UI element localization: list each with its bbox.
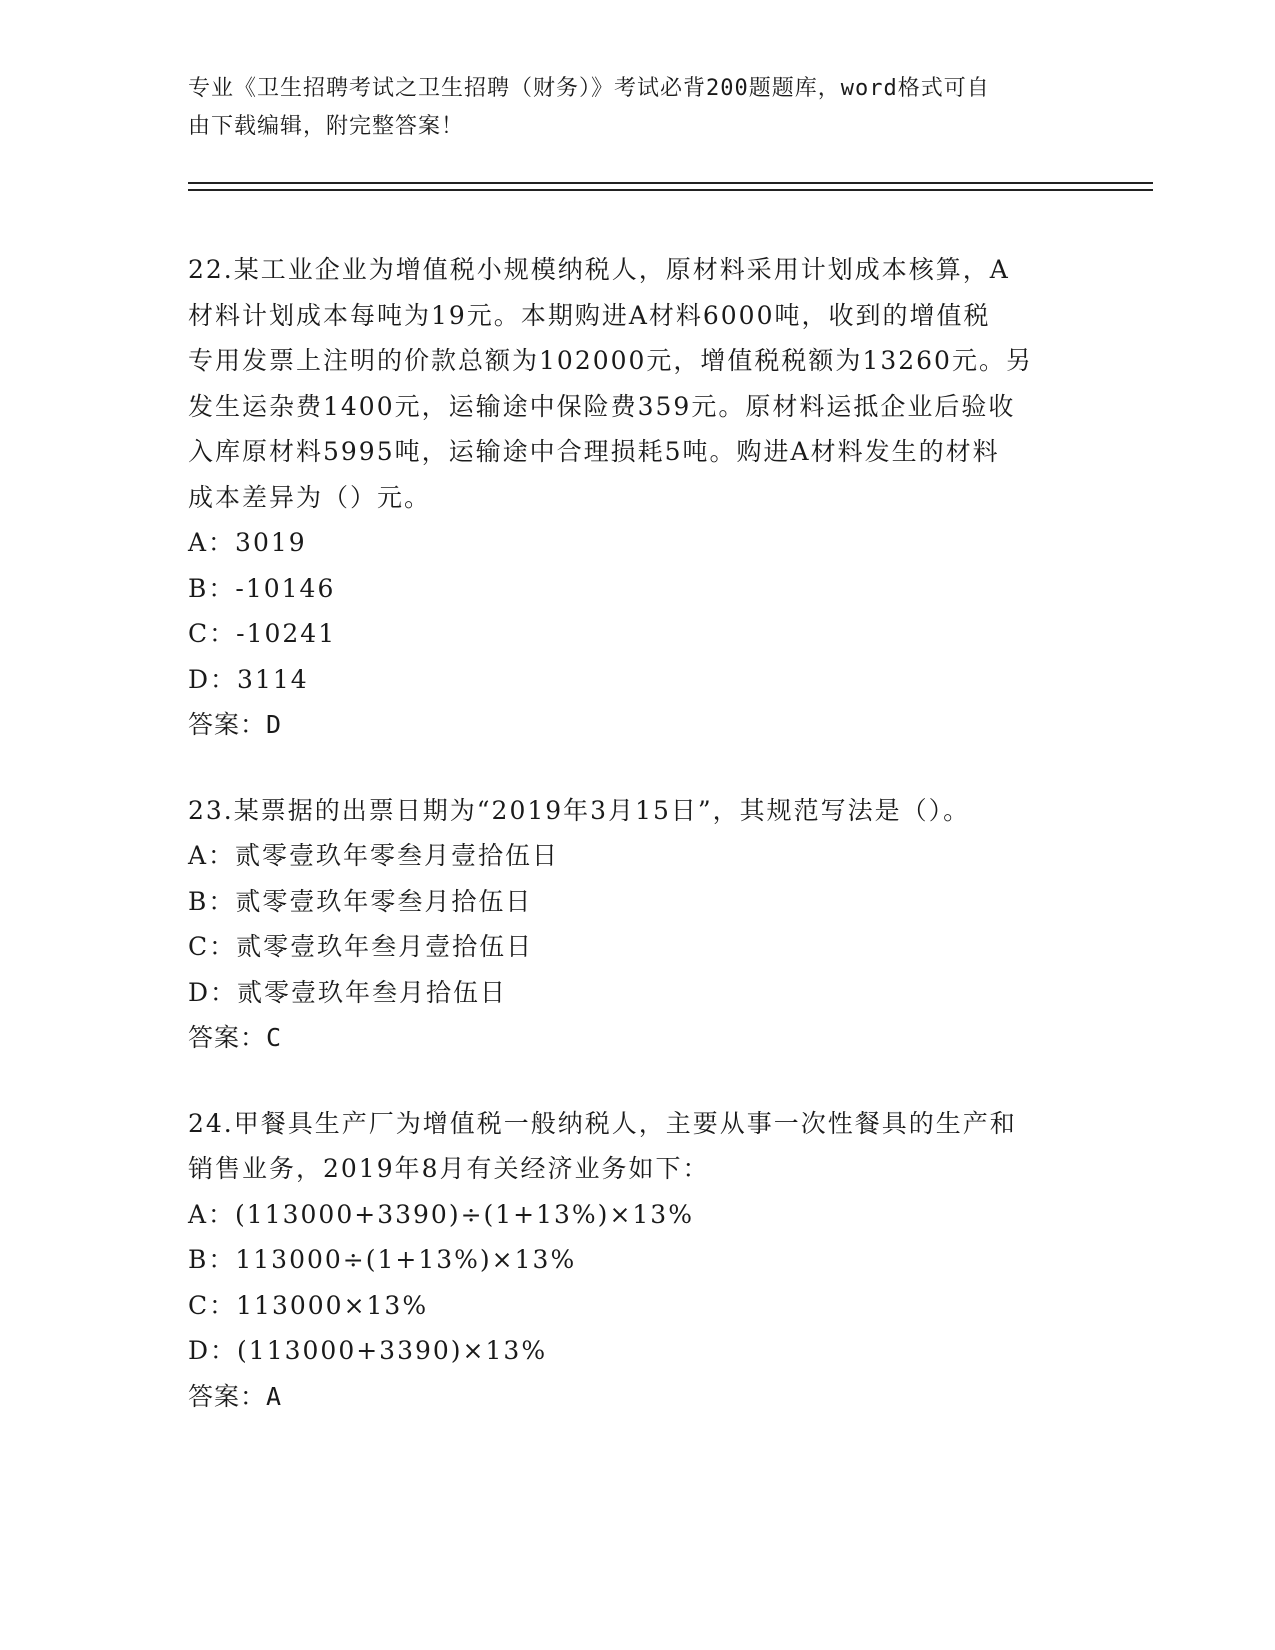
option-c: C：贰零壹玖年叁月壹拾伍日 [188, 932, 534, 961]
question-stem-line: 专用发票上注明的价款总额为102000元，增值税税额为13260元。另 [188, 346, 1033, 375]
question-stem-line: 材料计划成本每吨为19元。本期购进A材料6000吨，收到的增值税 [188, 300, 991, 330]
option-d: D：3114 [188, 664, 309, 694]
option-b: B：-10146 [188, 573, 336, 603]
option-b: B：贰零壹玖年零叁月拾伍日 [188, 886, 533, 916]
question-22 [188, 247, 1078, 748]
option-b: B：113000÷(1+13%)×13% [188, 1245, 577, 1274]
answer-line: 答案：C [188, 1023, 283, 1052]
option-a: A：贰零壹玖年零叁月壹拾伍日 [188, 841, 560, 870]
question-stem-line: 入库原材料5995吨，运输途中合理损耗5吨。购进A材料发生的材料 [188, 437, 1000, 466]
question-stem-line: 销售业务，2019年8月有关经济业务如下： [188, 1154, 710, 1183]
option-a: A：3019 [188, 528, 307, 557]
question-23 [188, 788, 1078, 1061]
header-line-2: 由下载编辑，附完整答案！ [188, 114, 465, 139]
option-d: D：(113000+3390)×13% [188, 1336, 548, 1365]
header-line-1: 专业《卫生招聘考试之卫生招聘（财务）》考试必背200题题库，word格式可自 [188, 76, 990, 101]
question-stem-line: 22.某工业企业为增值税小规模纳税人，原材料采用计划成本核算，A [188, 255, 1010, 284]
option-a: A：(113000+3390)÷(1+13%)×13% [188, 1199, 694, 1229]
question-stem-line: 发生运杂费1400元，运输途中保险费359元。原材料运抵企业后验收 [188, 391, 1016, 421]
question-stem-line: 成本差异为（）元。 [188, 482, 432, 512]
question-24 [188, 1101, 1078, 1420]
question-stem-line: 23.某票据的出票日期为“2019年3月15日”，其规范写法是（）。 [188, 795, 971, 825]
option-d: D：贰零壹玖年叁月拾伍日 [188, 977, 508, 1007]
document-page [188, 70, 1078, 1419]
question-stem-line: 24.甲餐具生产厂为增值税一般纳税人，主要从事一次性餐具的生产和 [188, 1108, 1017, 1138]
option-c: C：-10241 [188, 619, 337, 648]
answer-line: 答案：A [188, 1381, 283, 1411]
header-note [188, 70, 1078, 146]
double-divider [188, 182, 1153, 191]
option-c: C：113000×13% [188, 1290, 429, 1320]
answer-line: 答案：D [188, 710, 283, 739]
